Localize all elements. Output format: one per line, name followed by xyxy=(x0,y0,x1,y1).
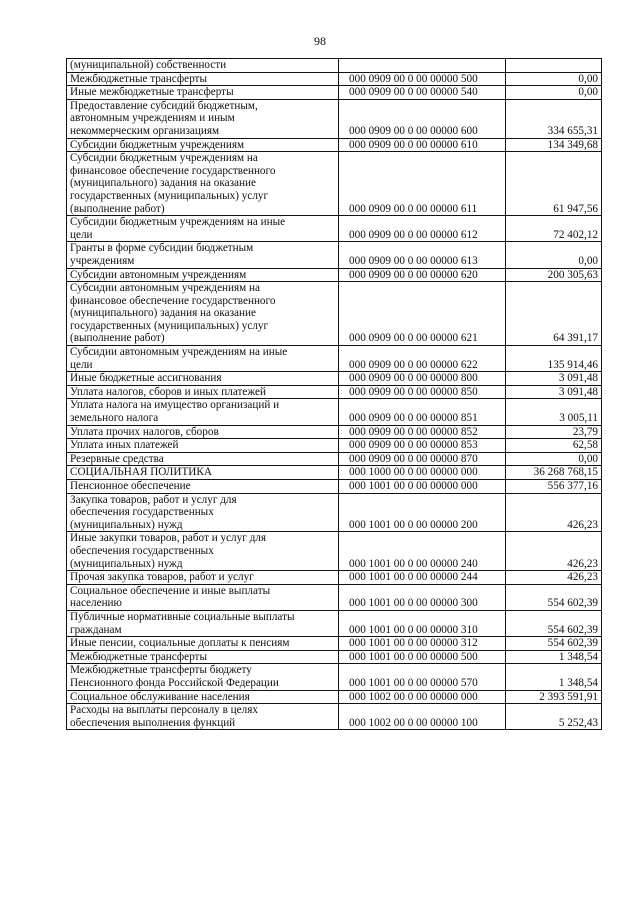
row-name-cell: Предоставление субсидий бюджетным, автономным учреждениям и иным некоммерческим организациям xyxy=(67,99,339,138)
row-code-cell: 000 1001 00 0 00 00000 300 xyxy=(339,584,506,610)
row-amount-cell: 1 348,54 xyxy=(506,664,602,690)
row-amount-cell: 556 377,16 xyxy=(506,480,602,494)
row-amount-cell: 3 091,48 xyxy=(506,385,602,399)
row-code-cell: 000 1001 00 0 00 00000 000 xyxy=(339,480,506,494)
row-name-cell: Субсидии автономным учреждениям xyxy=(67,268,339,282)
row-name-cell: Прочая закупка товаров, работ и услуг xyxy=(67,571,339,585)
table-row xyxy=(67,704,602,730)
row-code-cell: 000 0909 00 0 00 00000 611 xyxy=(339,152,506,216)
row-code-cell: 000 1002 00 0 00 00000 000 xyxy=(339,690,506,704)
row-code-cell: 000 0909 00 0 00 00000 500 xyxy=(339,72,506,86)
table-row xyxy=(67,242,602,268)
row-name-cell: Закупка товаров, работ и услуг для обеспечения государственных (муниципальных) нужд xyxy=(67,493,339,532)
budget-table-body xyxy=(67,59,602,730)
row-name-cell: Субсидии бюджетным учреждениям на иные цели xyxy=(67,216,339,242)
table-row xyxy=(67,99,602,138)
row-name-cell: Межбюджетные трансферты xyxy=(67,72,339,86)
row-name-cell: Резервные средства xyxy=(67,452,339,466)
row-name-cell: Иные межбюджетные трансферты xyxy=(67,86,339,100)
row-name-cell: Субсидии автономным учреждениям на иные цели xyxy=(67,346,339,372)
row-name-cell: Публичные нормативные социальные выплаты гражданам xyxy=(67,610,339,636)
table-row xyxy=(67,493,602,532)
row-name-cell: Межбюджетные трансферты бюджету Пенсионного фонда Российской Федерации xyxy=(67,664,339,690)
row-code-cell: 000 0909 00 0 00 00000 620 xyxy=(339,268,506,282)
row-amount-cell: 0,00 xyxy=(506,242,602,268)
row-code-cell: 000 1001 00 0 00 00000 244 xyxy=(339,571,506,585)
row-code-cell: 000 0909 00 0 00 00000 600 xyxy=(339,99,506,138)
row-amount-cell: 2 393 591,91 xyxy=(506,690,602,704)
row-code-cell: 000 1002 00 0 00 00000 100 xyxy=(339,704,506,730)
row-amount-cell: 1 348,54 xyxy=(506,650,602,664)
table-row xyxy=(67,399,602,425)
row-code-cell: 000 0909 00 0 00 00000 870 xyxy=(339,452,506,466)
table-row xyxy=(67,72,602,86)
row-code-cell: 000 0909 00 0 00 00000 612 xyxy=(339,216,506,242)
table-row xyxy=(67,650,602,664)
row-amount-cell: 0,00 xyxy=(506,72,602,86)
row-name-cell: Иные бюджетные ассигнования xyxy=(67,372,339,386)
table-row xyxy=(67,372,602,386)
row-name-cell: Расходы на выплаты персоналу в целях обеспечения выполнения функций xyxy=(67,704,339,730)
page-number: 98 xyxy=(314,34,326,48)
row-name-cell: Гранты в форме субсидии бюджетным учреждениям xyxy=(67,242,339,268)
table-row xyxy=(67,637,602,651)
row-amount-cell: 62,58 xyxy=(506,439,602,453)
row-name-cell: Субсидии автономным учреждениям на финансовое обеспечение государственного (муниципального) задания на оказание государственных (муниципальных) услуг (выполнение работ) xyxy=(67,282,339,346)
row-name-cell: Уплата иных платежей xyxy=(67,439,339,453)
row-amount-cell: 5 252,43 xyxy=(506,704,602,730)
row-code-cell: 000 1001 00 0 00 00000 312 xyxy=(339,637,506,651)
table-row xyxy=(67,532,602,571)
row-name-cell: Уплата налога на имущество организаций и земельного налога xyxy=(67,399,339,425)
table-row xyxy=(67,439,602,453)
row-amount-cell: 23,79 xyxy=(506,425,602,439)
row-code-cell: 000 0909 00 0 00 00000 850 xyxy=(339,385,506,399)
row-code-cell: 000 0909 00 0 00 00000 610 xyxy=(339,138,506,152)
row-code-cell: 000 0909 00 0 00 00000 851 xyxy=(339,399,506,425)
row-amount-cell: 426,23 xyxy=(506,571,602,585)
row-code-cell: 000 0909 00 0 00 00000 621 xyxy=(339,282,506,346)
row-name-cell: Иные пенсии, социальные доплаты к пенсиям xyxy=(67,637,339,651)
row-code-cell: 000 1001 00 0 00 00000 500 xyxy=(339,650,506,664)
row-name-cell: Пенсионное обеспечение xyxy=(67,480,339,494)
row-amount-cell: 0,00 xyxy=(506,452,602,466)
row-amount-cell: 426,23 xyxy=(506,493,602,532)
row-amount-cell: 3 091,48 xyxy=(506,372,602,386)
table-row xyxy=(67,571,602,585)
row-amount-cell: 72 402,12 xyxy=(506,216,602,242)
table-row xyxy=(67,664,602,690)
row-amount-cell: 0,00 xyxy=(506,86,602,100)
table-row xyxy=(67,690,602,704)
table-row xyxy=(67,584,602,610)
row-code-cell: 000 1001 00 0 00 00000 310 xyxy=(339,610,506,636)
table-row xyxy=(67,385,602,399)
row-code-cell: 000 0909 00 0 00 00000 540 xyxy=(339,86,506,100)
row-name-cell: Иные закупки товаров, работ и услуг для обеспечения государственных (муниципальных) нужд xyxy=(67,532,339,571)
row-name-cell: Уплата прочих налогов, сборов xyxy=(67,425,339,439)
row-code-cell: 000 0909 00 0 00 00000 613 xyxy=(339,242,506,268)
table-row xyxy=(67,425,602,439)
table-row xyxy=(67,152,602,216)
table-row xyxy=(67,86,602,100)
row-name-cell: Социальное обслуживание населения xyxy=(67,690,339,704)
row-code-cell: 000 0909 00 0 00 00000 800 xyxy=(339,372,506,386)
row-amount-cell: 426,23 xyxy=(506,532,602,571)
row-amount-cell: 554 602,39 xyxy=(506,610,602,636)
budget-table xyxy=(66,58,602,730)
row-name-cell: (муниципальной) собственности xyxy=(67,59,339,73)
table-row xyxy=(67,282,602,346)
row-code-cell: 000 0909 00 0 00 00000 853 xyxy=(339,439,506,453)
row-code-cell: 000 1001 00 0 00 00000 200 xyxy=(339,493,506,532)
row-code-cell: 000 0909 00 0 00 00000 622 xyxy=(339,346,506,372)
row-amount-cell: 554 602,39 xyxy=(506,584,602,610)
table-row xyxy=(67,452,602,466)
table-row xyxy=(67,610,602,636)
row-amount-cell: 61 947,56 xyxy=(506,152,602,216)
row-amount-cell: 334 655,31 xyxy=(506,99,602,138)
row-code-cell xyxy=(339,59,506,73)
row-code-cell: 000 1001 00 0 00 00000 570 xyxy=(339,664,506,690)
row-name-cell: Уплата налогов, сборов и иных платежей xyxy=(67,385,339,399)
table-row xyxy=(67,346,602,372)
row-amount-cell: 36 268 768,15 xyxy=(506,466,602,480)
table-row xyxy=(67,59,602,73)
table-row xyxy=(67,268,602,282)
row-code-cell: 000 1001 00 0 00 00000 240 xyxy=(339,532,506,571)
table-row xyxy=(67,480,602,494)
row-name-cell: СОЦИАЛЬНАЯ ПОЛИТИКА xyxy=(67,466,339,480)
row-name-cell: Межбюджетные трансферты xyxy=(67,650,339,664)
row-amount-cell: 200 305,63 xyxy=(506,268,602,282)
row-code-cell: 000 0909 00 0 00 00000 852 xyxy=(339,425,506,439)
row-amount-cell: 134 349,68 xyxy=(506,138,602,152)
row-amount-cell: 135 914,46 xyxy=(506,346,602,372)
row-amount-cell: 64 391,17 xyxy=(506,282,602,346)
table-row xyxy=(67,466,602,480)
row-name-cell: Субсидии бюджетным учреждениям xyxy=(67,138,339,152)
table-row xyxy=(67,216,602,242)
row-amount-cell: 3 005,11 xyxy=(506,399,602,425)
row-code-cell: 000 1000 00 0 00 00000 000 xyxy=(339,466,506,480)
table-row xyxy=(67,138,602,152)
row-amount-cell: 554 602,39 xyxy=(506,637,602,651)
row-name-cell: Субсидии бюджетным учреждениям на финансовое обеспечение государственного (муниципального) задания на оказание государственных (муниципальных) услуг (выполнение работ) xyxy=(67,152,339,216)
row-amount-cell xyxy=(506,59,602,73)
row-name-cell: Социальное обеспечение и иные выплаты населению xyxy=(67,584,339,610)
